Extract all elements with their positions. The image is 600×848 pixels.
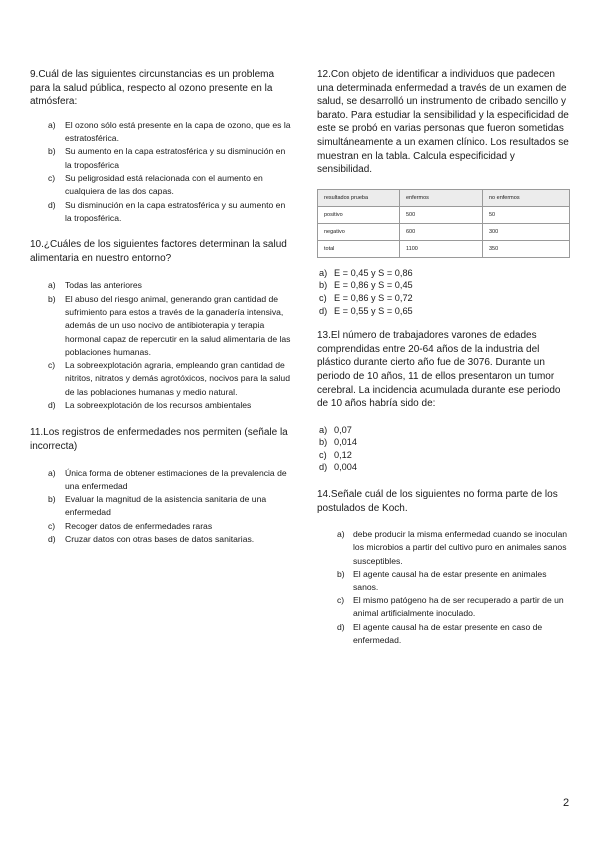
question-stem: 9.Cuál de las siguientes circunstancias es un problema para la salud pública, respecto al ozono presente en la atmósfera: [30,69,275,108]
answer-option-b[interactable]: b) Su aumento en la capa estratosférica y su disminución en la troposférica [48,146,286,170]
answer-option-a[interactable]: a) El ozono sólo está presente en la capa de ozono, que es la estratosférica. [48,119,291,144]
table-header-cell: resultados prueba [318,189,400,206]
table-row [318,223,570,240]
answer-option-d[interactable]: d) E = 0,55 y S = 0,65 [319,305,413,316]
answer-option-d[interactable]: d) 0,004 [319,462,357,473]
table-cell: 350 [483,240,570,257]
answer-option-a[interactable]: a) debe producir la misma enfermedad cuando se inoculan los microbios a partir del cultivo puro en animales sanos susceptibles. [337,529,568,566]
right-column [317,68,570,647]
answer-options [317,424,570,474]
answer-option-c[interactable]: c) 0,12 [319,449,352,460]
table-cell: positivo [318,206,400,223]
question-9 [30,68,292,225]
table-header-cell: enfermos [400,189,483,206]
answer-option-b[interactable]: b) El agente causal ha de estar presente en animales sanos. [337,568,547,593]
question-stem: 12.Con objeto de identificar a individuos que padecen una determinada enfermedad a través de un examen de salud, se desarrolló un instrumento de cribado sencillo y barato. Para estudiar la sensibilidad y la especificidad de este se probó en varias personas que fueron sometidas simultáneamente a un examen clínico. Los resultados se muestran en la tabla. Calcula especificidad y sensibilidad. [317,69,569,176]
answer-option-b[interactable]: b) El abuso del riesgo animal, generando gran cantidad de sufrimiento para estos a través de la ganadería intensiva, además de un uso nocivo de antibioterapia y terapia hormonal capaz de repercutir en la salud alimentaria de las poblaciones humanas. [48,293,291,357]
table-cell: 600 [400,223,483,240]
answer-option-c[interactable]: c) El mismo patógeno ha de ser recuperado a partir de un animal artificialmente inoculado. [337,595,564,619]
answer-option-b[interactable]: b) 0,014 [319,437,357,448]
answer-option-a[interactable]: a) Todas las anteriores [48,280,142,291]
table-cell: total [318,240,400,257]
answer-options [30,467,292,547]
question-stem: 13.El número de trabajadores varones de edades comprendidas entre 20-64 años de la industria del plástico durante cierto año fue de 3076. Durante un periodo de 10 años, 11 de ellos presentaron un tumor cerebral. La incidencia acumulada durante ese periodo de 10 años habría sido de: [317,330,561,410]
table-cell: 500 [400,206,483,223]
answer-option-c[interactable]: c) La sobreexplotación agraria, empleando gran cantidad de nitritos, nitratos y demás agrotóxicos, nocivos para la salud de las poblaciones humanas y medio natural. [48,360,290,397]
answer-option-d[interactable]: d) Su disminución en la capa estratosférica y su aumento en la troposférica. [48,199,286,223]
answer-options [30,279,292,412]
answer-option-c[interactable]: c) Recoger datos de enfermedades raras [48,520,213,531]
answer-option-a[interactable]: a) E = 0,45 y S = 0,86 [319,267,413,278]
table-header-row [318,189,570,206]
question-13 [317,329,570,474]
answer-option-d[interactable]: d) La sobreexplotación de los recursos ambientales [48,400,252,411]
answer-options [30,119,292,225]
answer-option-c[interactable]: c) Su peligrosidad está relacionada con el aumento en cualquiera de las dos capas. [48,172,263,197]
question-12 [317,68,570,317]
table-cell: 50 [483,206,570,223]
answer-option-a[interactable]: a) Única forma de obtener estimaciones de la prevalencia de una enfermedad [48,467,287,491]
question-10 [30,238,292,412]
answer-option-a[interactable]: a) 0,07 [319,424,352,435]
table-cell: negativo [318,223,400,240]
answer-option-b[interactable]: b) E = 0,86 y S = 0,45 [319,280,413,291]
answer-option-b[interactable]: b) Evaluar la magnitud de la asistencia sanitaria de una enfermedad [48,494,267,518]
answer-options [317,267,570,317]
table-header-cell: no enfermos [483,189,570,206]
page-number: 2 [563,797,570,809]
answer-option-d[interactable]: d) El agente causal ha de estar presente en caso de enfermedad. [337,621,543,645]
results-table [317,189,570,258]
table-row [318,206,570,223]
question-11 [30,426,292,546]
left-column [30,68,292,546]
answer-options [317,528,570,647]
table-cell: 300 [483,223,570,240]
answer-option-c[interactable]: c) E = 0,86 y S = 0,72 [319,292,413,303]
question-stem: 14.Señale cuál de los siguientes no forma parte de los postulados de Koch. [317,489,558,514]
answer-option-d[interactable]: d) Cruzar datos con otras bases de datos sanitarias. [48,533,255,544]
table-row [318,240,570,257]
question-stem: 10.¿Cuáles de los siguientes factores determinan la salud alimentaria en nuestro entorno? [30,239,287,264]
question-stem: 11.Los registros de enfermedades nos permiten (señale la incorrecta) [30,427,288,452]
question-14 [317,488,570,647]
table-cell: 1100 [400,240,483,257]
